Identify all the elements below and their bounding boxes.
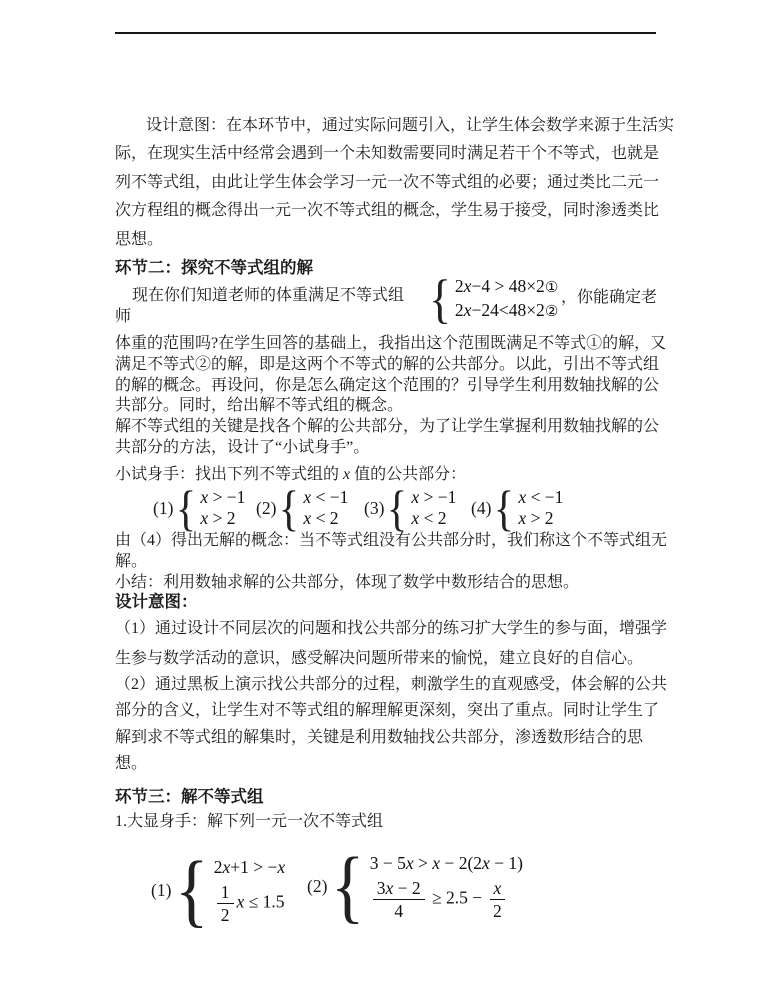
- heading-design-intent: 设计意图：: [115, 592, 198, 611]
- exercise-instruction: 1.大显身手：解下列一元一次不等式组: [115, 813, 384, 830]
- inequality-line-2: x > 2: [518, 508, 554, 528]
- text-line: 次方程组的概念得出一元一次不等式组的概念，学生易于接受，同时渗透类比: [115, 202, 660, 220]
- inequality-system-weight: [427, 272, 558, 326]
- text-line: 设计意图：在本环节中，通过实际问题引入，让学生体会数学来源于生活实: [146, 117, 675, 134]
- mini-systems-row: [115, 483, 672, 529]
- text-line: 解到求不等式组的解集时，关键是利用数轴找公共部分，渗透数形结合的思: [115, 728, 644, 746]
- left-brace: [175, 849, 208, 931]
- paragraph-design-intent-intro: [115, 112, 675, 254]
- text-line: 部分的含义，让学生对不等式组的解理解更深刻，突出了重点。同时让学生了: [115, 702, 660, 720]
- inequality-line-1: x < −1: [518, 487, 564, 507]
- paragraph-design-point-1: [115, 614, 672, 674]
- tryout-instruction: 小试身手：找出下列不等式组的 x 值的公共部分：: [115, 466, 467, 483]
- system-label: (3): [364, 497, 385, 518]
- text-line: 满足不等式②的解，即是这两个不等式的解的公共部分。以此，引出不等式组: [115, 355, 660, 373]
- heading-section-two: 环节二：探究不等式组的解: [115, 258, 313, 277]
- system-label: (2): [256, 497, 277, 518]
- inequality-line-1: 2x−4 > 48×2①: [454, 276, 559, 296]
- text-line: （2）通过黑板上演示找公共部分的过程，刺激学生的直观感受，体会解的公共: [115, 676, 668, 693]
- inequality-line-2: x < 2: [411, 508, 447, 528]
- paragraph-design-point-2: [115, 672, 672, 778]
- left-brace: [429, 272, 451, 326]
- weight-sentence-wrap: 师: [115, 308, 132, 325]
- inequality-line-2: x < 2: [303, 508, 339, 528]
- inequality-line-2: 2x−24<48×2②: [454, 300, 559, 320]
- text-line: 解。: [115, 552, 148, 570]
- inequality-system-3: [364, 483, 456, 533]
- text-line: 共部分。同时，给出解不等式组的概念。: [115, 397, 404, 415]
- weight-sentence-row: [115, 276, 672, 330]
- left-brace: [279, 483, 299, 533]
- paragraph-no-solution: [115, 531, 672, 573]
- heading-section-three: 环节三：解不等式组: [115, 787, 264, 806]
- inequality-line-1: x > −1: [200, 487, 246, 507]
- text-line: 体重的范围吗?在学生回答的基础上，我指出这个范围既满足不等式①的解，又: [115, 335, 667, 352]
- paragraph-key-common-part: [115, 417, 672, 459]
- paragraph-common-part-explain: [115, 334, 672, 417]
- paragraph-summary: 小结：利用数轴求解的公共部分，体现了数学中数形结合的思想。: [115, 574, 580, 591]
- text-line: 思想。: [115, 230, 164, 248]
- inequality-line-1: 2x+1 > −x: [213, 856, 286, 877]
- weight-sentence-after: ，你能确定老: [561, 289, 658, 306]
- inequality-line-1: x > −1: [411, 487, 457, 507]
- inequality-line-2: x > 2: [200, 508, 236, 528]
- text-line: 的解的概念。再设问，你是怎么确定这个范围的？引导学生利用数轴找解的公: [115, 376, 660, 394]
- system-label: (2): [307, 875, 328, 896]
- inequality-line-2: $\frac{3x - 2}{4}$ ≥ 2.5 − $\frac{x}{2}$: [370, 878, 509, 921]
- text-line: 由（4）得出无解的概念：当不等式组没有公共部分时，我们称这个不等式组无: [115, 532, 668, 549]
- left-brace: [331, 845, 364, 927]
- text-line: 想。: [115, 755, 148, 773]
- left-brace: [387, 483, 407, 533]
- system-label: (1): [151, 879, 172, 900]
- system-label: (4): [471, 497, 492, 518]
- inequality-line-2: $\frac{1}{2}$ x ≤ 1.5: [214, 882, 285, 925]
- left-brace: [176, 483, 196, 533]
- exercise-systems-row: [115, 845, 672, 927]
- page-header-rule: [115, 32, 656, 34]
- exercise-system-2: [307, 845, 523, 927]
- inequality-line-1: 3 − 5x > x − 2(2x − 1): [369, 852, 524, 873]
- exercise-system-1: [151, 849, 285, 931]
- inequality-system-4: [471, 483, 563, 533]
- text-line: 解不等式组的关键是找各个解的公共部分，为了让学生掌握利用数轴找解的公: [115, 418, 660, 435]
- system-label: (1): [153, 497, 174, 518]
- text-line: 列不等式组，由此让学生体会学习一元一次不等式组的必要；通过类比二元一: [115, 173, 660, 191]
- weight-sentence-before: 现在你们知道老师的体重满足不等式组: [132, 287, 405, 304]
- inequality-line-1: x < −1: [303, 487, 349, 507]
- text-line: 共部分的方法，设计了“小试身手”。: [115, 438, 370, 456]
- text-line: 生参与数学活动的意识，感受解决问题所带来的愉悦，建立良好的自信心。: [115, 650, 644, 667]
- text-line: 际，在现实生活中经常会遇到一个未知数需要同时满足若干个不等式，也就是: [115, 145, 660, 163]
- inequality-system-2: [256, 483, 348, 533]
- text-line: （1）通过设计不同层次的问题和找公共部分的练习扩大学生的参与面，增强学: [115, 620, 668, 637]
- left-brace: [494, 483, 514, 533]
- inequality-system-1: [153, 483, 245, 533]
